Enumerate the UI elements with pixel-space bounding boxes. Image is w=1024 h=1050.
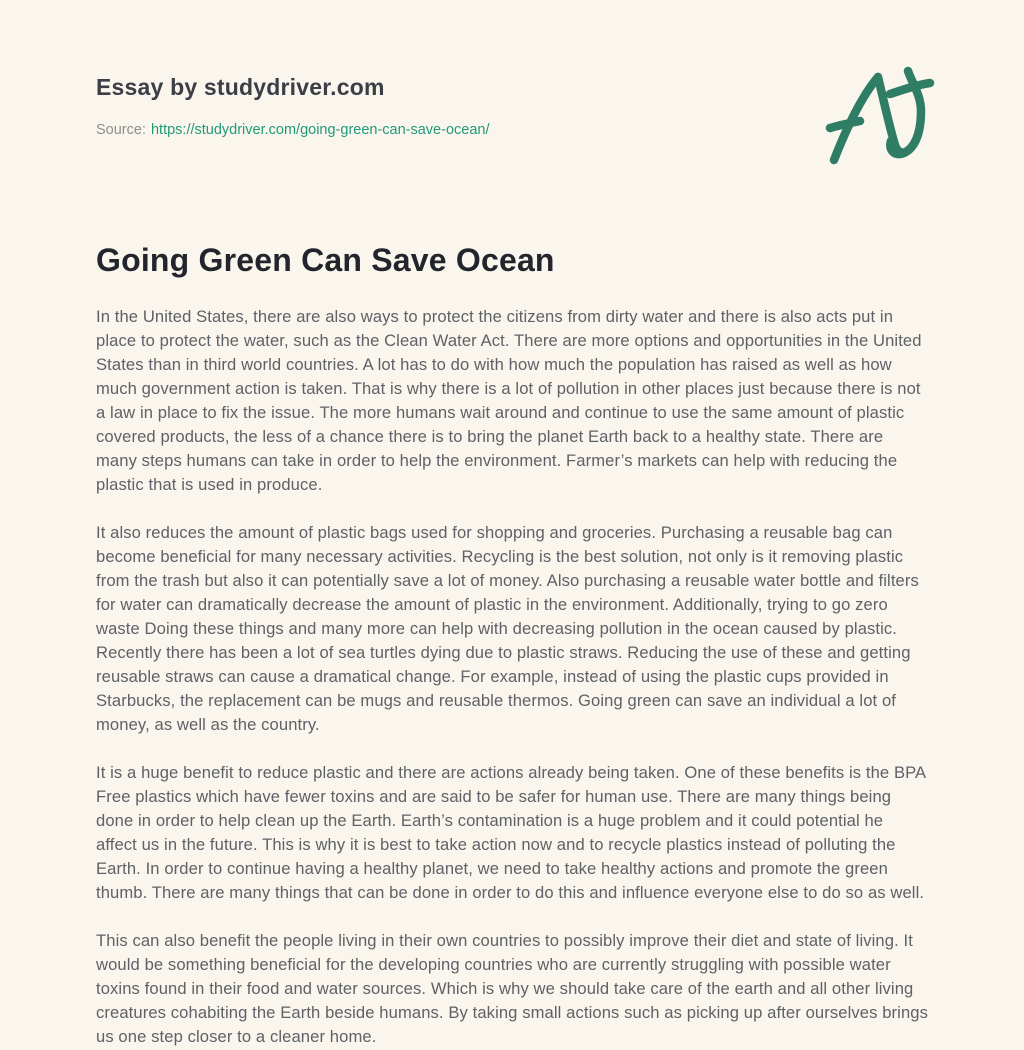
source-link[interactable]: https://studydriver.com/going-green-can-save-ocean/ xyxy=(150,122,490,139)
essay-paragraph-3: It is a huge benefit to reduce plastic and there are actions already being taken. One of these benefits is the BPA Free plastics which have fewer toxins and are said to be safer for human use. There are many things being done in order to help clean up the Earth. Earth’s contamination is a huge problem and it could potential he affect us in the future. This is why it is best to take action now and to recycle plastics instead of polluting the Earth. In order to continue having a healthy planet, we need to take healthy actions and promote the green thumb. There are many things that can be done in order to do this and influence everyone else to do so as well. xyxy=(96,762,926,902)
source-row xyxy=(96,122,928,139)
page-header xyxy=(0,0,1024,140)
source-label: Source: xyxy=(96,122,146,139)
studydriver-logo xyxy=(822,66,940,168)
essay-paragraph-2: It also reduces the amount of plastic bags used for shopping and groceries. Purchasing a reusable bag can become beneficial for many necessary activities. Recycling is the best solution, not only is it removing plastic from the trash but also it can potentially save a lot of money. Also purchasing a reusable water bottle and filters for water can dramatically decrease the amount of plastic in the environment. Additionally, trying to go zero waste Doing these things and many more can help with decreasing pollution in the ocean caused by plastic. Recently there has been a lot of sea turtles dying due to plastic straws. Reducing the use of these and getting reusable straws can cause a dramatical change. For example, instead of using the plastic cups provided in Starbucks, the replacement can be mugs and reusable thermos. Going green can save an individual a lot of money, as well as the country. xyxy=(96,522,919,734)
essay-title: Going Green Can Save Ocean xyxy=(96,241,555,278)
site-title: Essay by studydriver.com xyxy=(96,74,385,100)
essay-paragraph-1: In the United States, there are also ways to protect the citizens from dirty water and there is also acts put in place to protect the water, such as the Clean Water Act. There are more options and opportunities in the United States than in third world countries. A lot has to do with how much the population has raised as well as how much government action is taken. That is why there is a lot of pollution in other places just because there is not a law in place to fix the issue. The more humans wait around and continue to use the same amount of plastic covered products, the less of a chance there is to bring the planet Earth back to a healthy state. There are many steps humans can take in order to help the environment. Farmer’s markets can help with reducing the plastic that is used in produce. xyxy=(96,306,922,494)
essay-content xyxy=(0,242,1024,1049)
a-plus-logo-icon xyxy=(822,66,940,168)
essay-paragraph-4: This can also benefit the people living in their own countries to possibly improve their diet and state of living. It would be something beneficial for the developing countries who are currently struggling with possible water toxins found in their food and water sources. Which is why we should take care of the earth and all other living creatures cohabiting the Earth beside humans. By taking small actions such as picking up after ourselves brings us one step closer to a cleaner home. xyxy=(96,930,929,1046)
